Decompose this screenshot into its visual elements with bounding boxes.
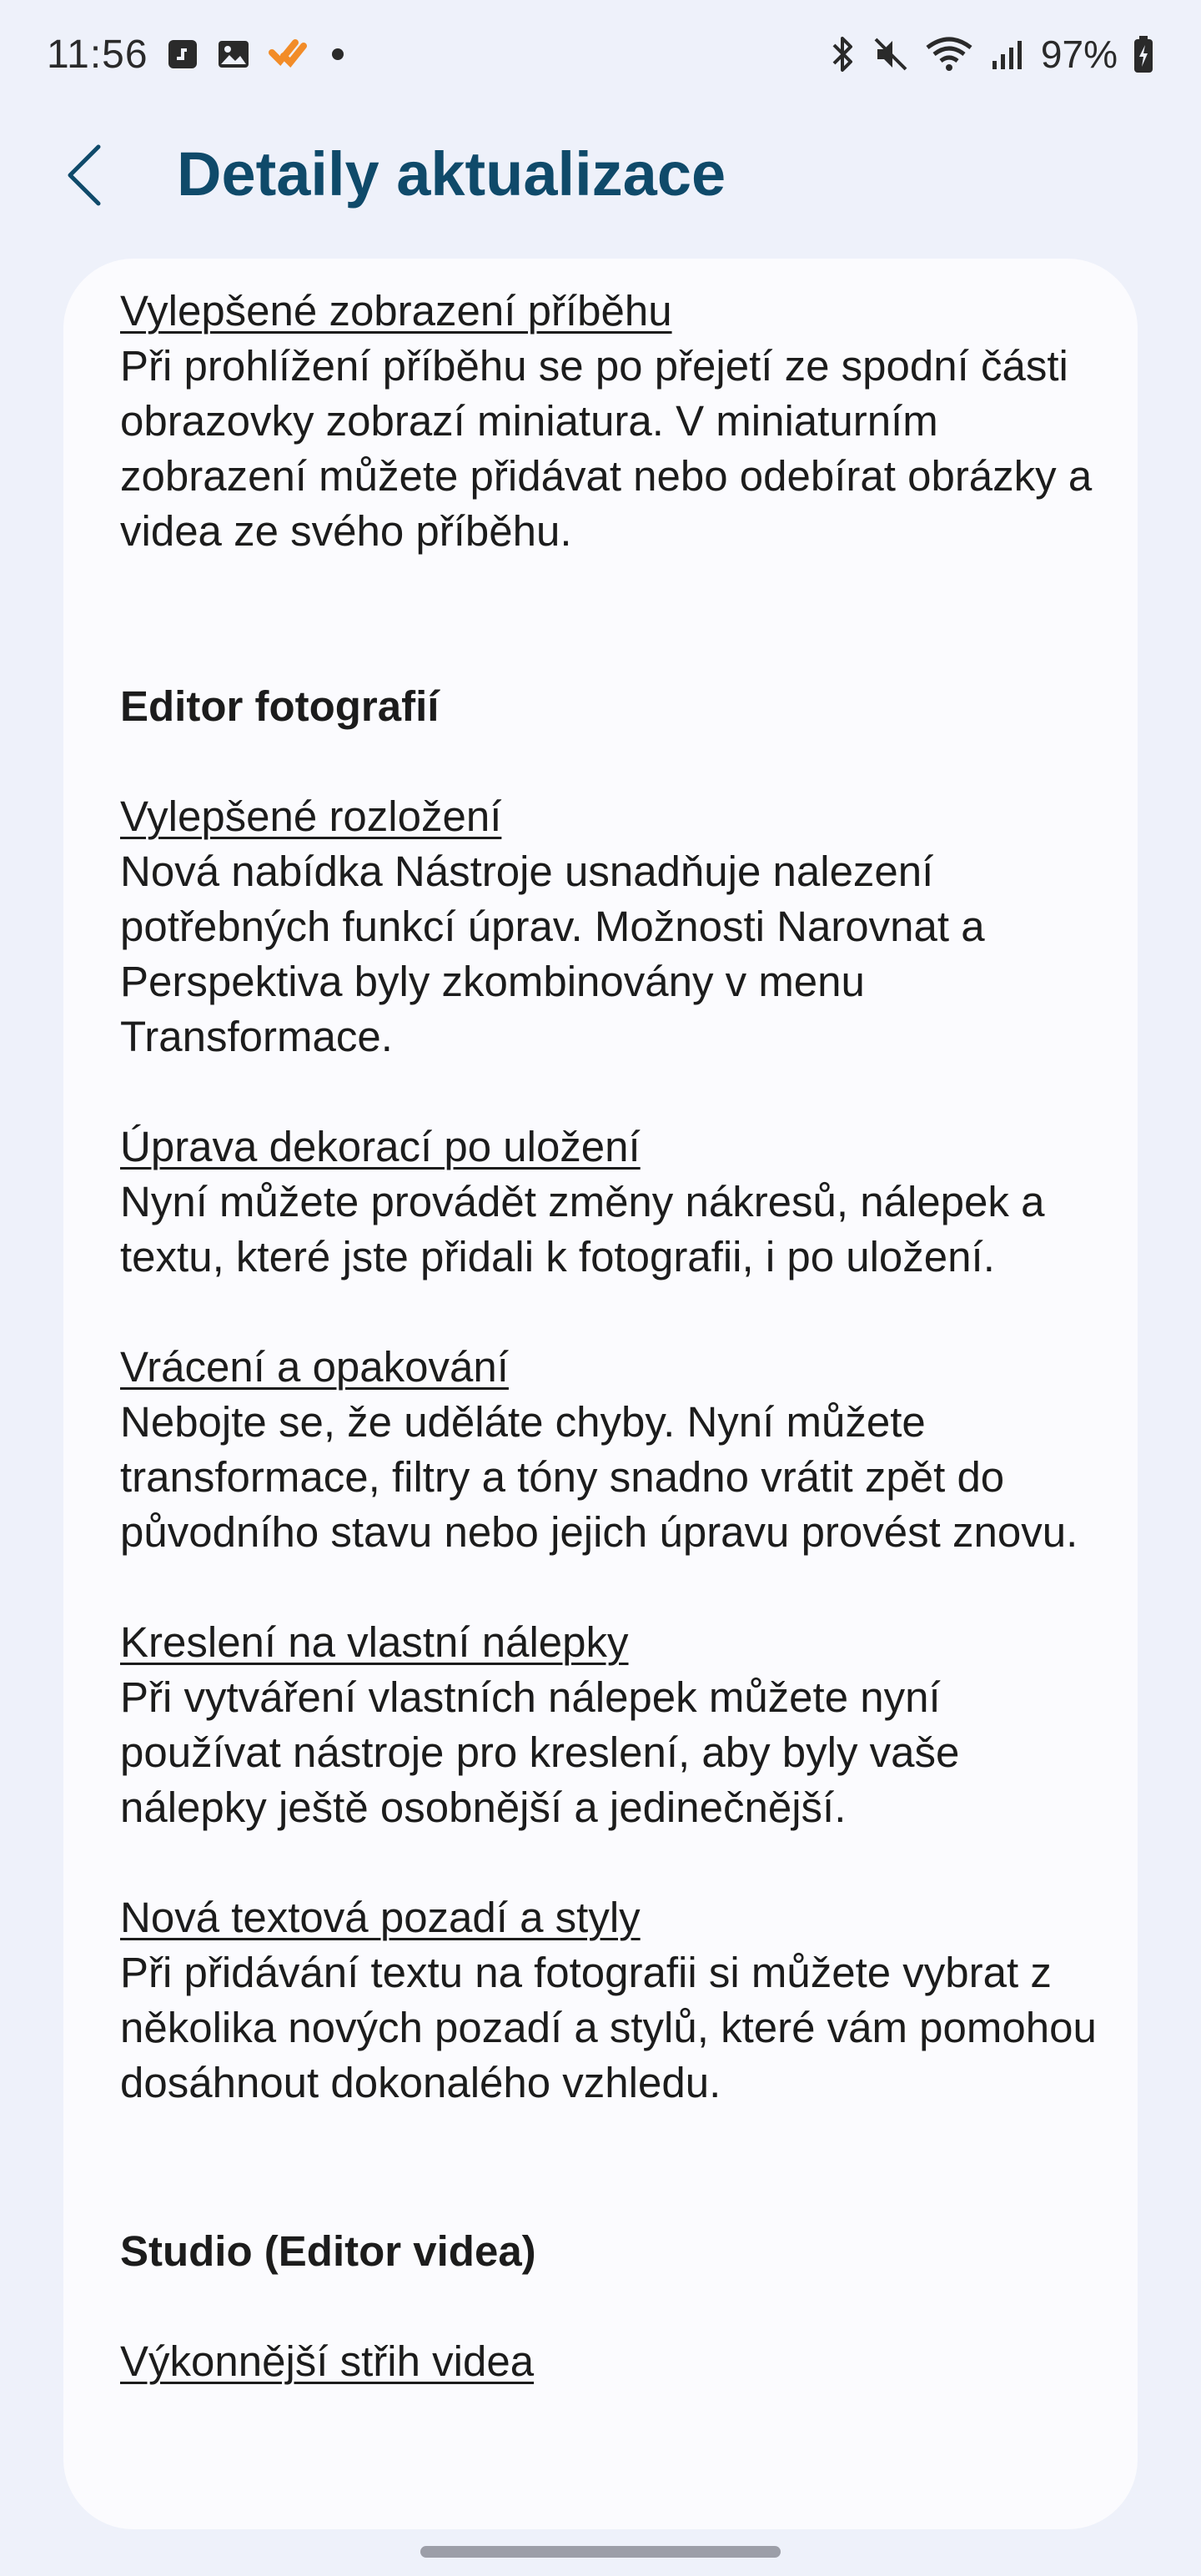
feature-description: Při vytváření vlastních nálepek můžete nyní používat nástroje pro kreslení, aby byly vaše nálepky ještě osobnější a jedinečnější. — [120, 1673, 960, 1831]
app-header — [0, 125, 1201, 225]
feature-description: Při přidávání textu na fotografii si můžete vybrat z několika nových pozadí a stylů, které vám pomohou dosáhnout dokonalého vzhledu. — [120, 1949, 1097, 2106]
gallery-icon — [217, 38, 250, 70]
status-left — [47, 32, 344, 78]
feature-description: Nebojte se, že uděláte chyby. Nyní můžete transformace, filtry a tóny snadno vrátit zpět do původního stavu nebo jejich úpravu provést znovu. — [120, 1398, 1078, 1556]
feature-item — [120, 1890, 1104, 2111]
mute-icon — [872, 36, 909, 73]
signal-icon — [989, 38, 1026, 71]
bluetooth-icon — [827, 35, 857, 73]
status-time: 11:56 — [47, 32, 148, 77]
chevron-left-icon — [63, 143, 107, 207]
section-heading-photo-editor: Editor fotografií — [120, 682, 440, 730]
feature-title: Vrácení a opakování — [120, 1343, 509, 1391]
feature-title: Kreslení na vlastní nálepky — [120, 1618, 629, 1666]
feature-title: Úprava dekorací po uložení — [120, 1123, 641, 1170]
feature-item — [120, 2334, 1104, 2389]
navigation-gesture-handle[interactable] — [420, 2546, 781, 2558]
feature-item — [120, 284, 1104, 559]
back-button[interactable] — [52, 142, 118, 209]
feature-item — [120, 789, 1104, 1064]
page-title: Detaily aktualizace — [177, 139, 726, 209]
section-heading-video-studio: Studio (Editor videa) — [120, 2227, 536, 2275]
notification-dot — [332, 48, 344, 60]
status-right — [827, 32, 1154, 77]
status-bar — [0, 0, 1201, 108]
feature-description: Nyní můžete provádět změny nákresů, nálepek a textu, které jste přidali k fotografii, i po uložení. — [120, 1178, 1045, 1280]
feature-item — [120, 1340, 1104, 1560]
media-download-icon — [167, 38, 198, 70]
feature-description: Nová nabídka Nástroje usnadňuje nalezení potřebných funkcí úprav. Možnosti Narovnat a Perspektiva byly zkombinovány v menu Transformace. — [120, 848, 985, 1060]
update-details-content — [120, 284, 1104, 2444]
feature-description: Při prohlížení příběhu se po přejetí ze spodní části obrazovky zobrazí miniatura. V miniaturním zobrazení můžete přidávat nebo odebírat obrázky a videa ze svého příběhu. — [120, 342, 1093, 555]
update-details-card[interactable] — [63, 259, 1138, 2529]
feature-title: Vylepšené zobrazení příběhu — [120, 287, 672, 335]
check-app-icon — [269, 38, 307, 71]
wifi-icon — [924, 36, 974, 73]
feature-item — [120, 1119, 1104, 1285]
feature-title: Vylepšené rozložení — [120, 792, 502, 840]
feature-title: Nová textová pozadí a styly — [120, 1894, 641, 1941]
feature-item — [120, 1615, 1104, 1835]
battery-charging-icon — [1133, 35, 1154, 73]
feature-title: Výkonnější střih videa — [120, 2337, 535, 2385]
battery-percentage: 97% — [1040, 33, 1118, 76]
